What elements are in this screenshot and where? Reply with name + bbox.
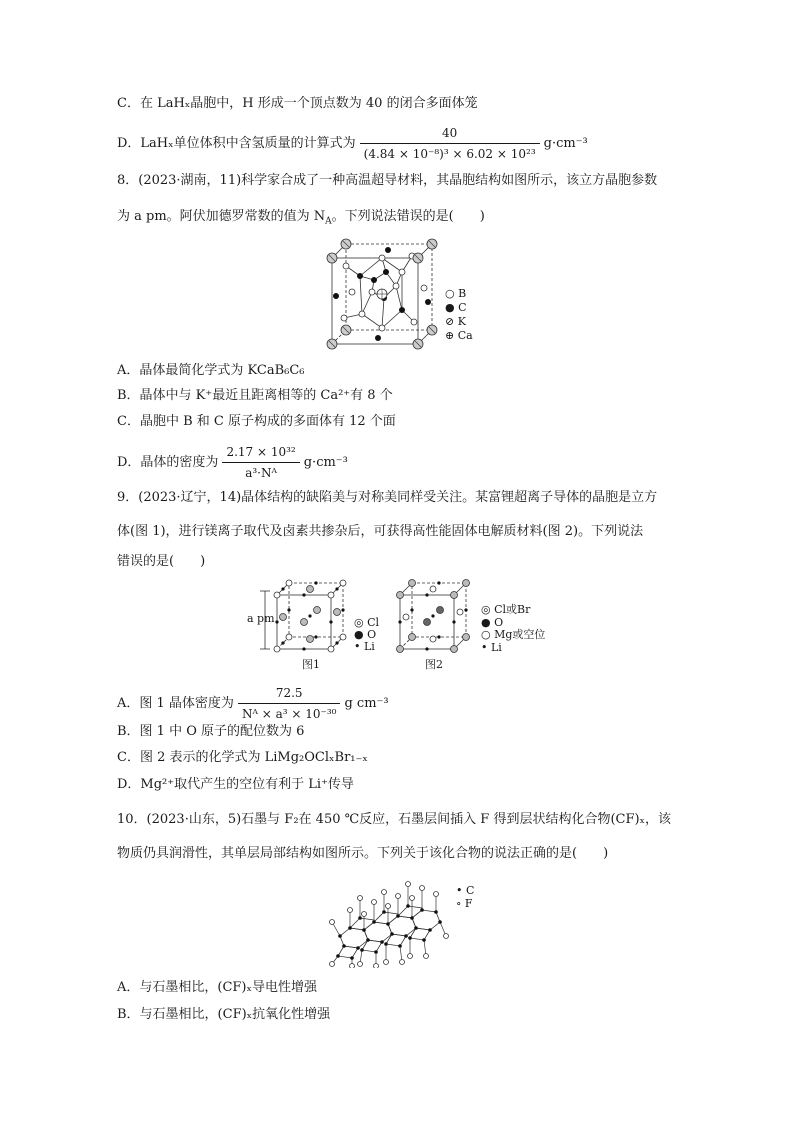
light-gray-circle-icon: ◎ (481, 603, 491, 616)
q9-fig2-legend (481, 604, 545, 654)
q9-option-a-fraction (238, 684, 341, 723)
fraction-numerator: 40 (442, 126, 458, 140)
q7-option-d (117, 124, 588, 163)
q10-stem-line1: 10．(2023·山东，5)石墨与 F₂在 450 ℃反应，石墨层间插入 F 得到层状结构化合物(CF)ₓ，该 (117, 812, 672, 827)
q9-fig1-legend-li (354, 641, 379, 653)
q8-legend-k (445, 315, 473, 329)
q8-legend-c (445, 301, 473, 315)
legend-label: Cl (367, 616, 380, 629)
fraction-denominator: Nᴬ × a³ × 10⁻³⁰ (238, 703, 341, 723)
crossed-circle-icon: ⊕ (445, 329, 455, 342)
q8-option-c: C．晶胞中 B 和 C 原子构成的多面体有 12 个面 (117, 414, 396, 429)
dark-gray-circle-icon: ● (354, 628, 364, 641)
legend-label: B (458, 287, 467, 300)
legend-label: Li (491, 640, 502, 654)
q8-legend (445, 287, 473, 343)
q9-fig2-legend-li (481, 642, 545, 655)
light-gray-circle-icon: ◎ (354, 616, 364, 629)
q8-stem-line1: 8．(2023·湖南，11)科学家合成了一种高温超导材料，其晶胞结构如图所示，该立方晶胞参数 (117, 173, 658, 188)
q10-option-b: B．与石墨相比，(CF)ₓ抗氧化性增强 (117, 1007, 331, 1022)
hollow-circle-icon: ○ (481, 628, 491, 641)
q9-fig1-legend (354, 617, 379, 653)
q10-layer-figure (324, 872, 452, 968)
q10-legend (456, 884, 474, 910)
q10-option-a: A．与石墨相比，(CF)ₓ导电性增强 (117, 980, 318, 995)
q9-option-a-unit: g cm⁻³ (344, 696, 389, 711)
hollow-circle-icon: ∘ (456, 897, 462, 910)
q10-legend-f (456, 897, 474, 910)
q7-option-d-text: D．LaHₓ单位体积中含氢质量的计算式为 (117, 136, 356, 151)
fraction-numerator: 72.5 (275, 686, 303, 700)
legend-label: O (494, 615, 504, 629)
q8-stem-end: 。下列说法错误的是( ) (331, 209, 485, 224)
q9-stem-line3: 错误的是( ) (117, 554, 206, 569)
legend-label: K (457, 315, 466, 328)
q9-option-d: D．Mg²⁺取代产生的空位有利于 Li⁺传导 (117, 777, 354, 792)
q9-stem-line2: 体(图 1)，进行镁离子取代及卤素共掺杂后，可获得高性能固体电解质材料(图 2)。下列说法 (117, 524, 644, 539)
q9-fig2-legend-cl-br (481, 604, 545, 617)
q8-option-d-fraction (222, 443, 299, 482)
dot-icon: • (481, 640, 488, 654)
q9-fig1-dimension: a pm (247, 612, 275, 625)
q8-stem-text: 为 a pm。阿伏加德罗常数的值为 N (117, 209, 326, 224)
dark-gray-circle-icon: ● (481, 615, 491, 629)
q9-option-a (117, 684, 389, 723)
filled-circle-icon: • (456, 884, 463, 897)
legend-label: O (367, 628, 377, 641)
legend-label: F (464, 897, 473, 910)
q8-legend-b (445, 287, 473, 301)
q7-option-c: C．在 LaHₓ晶胞中，H 形成一个顶点数为 40 的闭合多面体笼 (117, 96, 478, 111)
hatched-circle-icon: ⊘ (445, 315, 455, 328)
q7-option-d-fraction (360, 124, 540, 163)
legend-label: C (466, 884, 475, 897)
q8-stem-line2 (117, 208, 485, 231)
q9-figure-2 (394, 577, 478, 657)
q7-option-d-unit: g·cm⁻³ (543, 136, 588, 151)
legend-label: Mg或空位 (494, 628, 546, 641)
q10-stem-line2: 物质仍具润滑性，其单层局部结构如图所示。下列关于该化合物的说法正确的是( ) (117, 846, 609, 861)
q9-fig1-caption: 图1 (302, 658, 320, 671)
q8-option-a: A．晶体最简化学式为 KCaB₆C₆ (117, 363, 305, 378)
q9-stem-line1: 9．(2023·辽宁，14)晶体结构的缺陷美与对称美同样受关注。某富锂超离子导体的晶胞是立方 (117, 490, 658, 505)
fraction-denominator: (4.84 × 10⁻⁸)³ × 6.02 × 10²³ (360, 143, 540, 163)
q9-fig2-caption: 图2 (425, 658, 443, 671)
q10-legend-c (456, 884, 474, 897)
legend-label: Ca (457, 329, 473, 342)
q8-option-d (117, 443, 348, 482)
q8-legend-ca (445, 329, 473, 343)
legend-label: Cl或Br (494, 603, 531, 616)
q9-option-a-text: A．图 1 晶体密度为 (117, 696, 234, 711)
hollow-circle-icon: ○ (445, 287, 455, 300)
dot-icon: • (354, 640, 361, 653)
filled-circle-icon: ● (445, 301, 455, 314)
q8-option-b: B．晶体中与 K⁺最近且距离相等的 Ca²⁺有 8 个 (117, 388, 393, 403)
fraction-numerator: 2.17 × 10³² (226, 445, 296, 459)
q8-option-d-text: D．晶体的密度为 (117, 455, 219, 470)
q8-stem-subscript: A (325, 216, 332, 227)
legend-label: Li (364, 640, 375, 653)
q9-option-c: C．图 2 表示的化学式为 LiMg₂OClₓBr₁₋ₓ (117, 750, 368, 765)
q9-option-b: B．图 1 中 O 原子的配位数为 6 (117, 724, 305, 739)
q8-option-d-unit: g·cm⁻³ (303, 455, 348, 470)
legend-label: C (458, 301, 467, 314)
fraction-denominator: a³·Nᴬ (222, 462, 299, 482)
